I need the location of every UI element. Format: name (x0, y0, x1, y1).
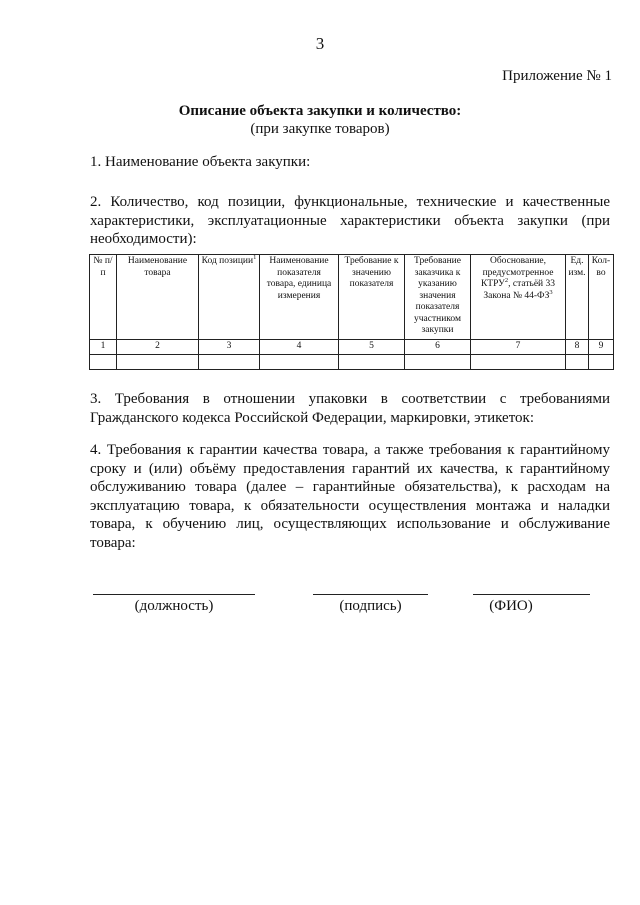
section-2-heading: 2. Количество, код позиции, функциональные, технические и качественные характеристики, эксплуатационные характеристики объекта закупки (при необходимости): (90, 194, 610, 247)
appendix-label: Приложение № 1 (502, 68, 612, 84)
table-cell (405, 354, 471, 369)
table-cell: 3 (199, 340, 260, 355)
table-header-row (90, 255, 614, 340)
name-label: (ФИО) (489, 598, 533, 614)
table-cell (199, 354, 260, 369)
table-cell: 9 (589, 340, 614, 355)
table-cell (566, 354, 589, 369)
procurement-spec-table (89, 254, 614, 370)
document-title: Описание объекта закупки и количество: (178, 103, 462, 119)
table-cell (339, 354, 405, 369)
column-header: № п/п (90, 255, 117, 340)
table-cell: 1 (90, 340, 117, 355)
position-label: (должность) (134, 598, 214, 614)
table-cell (117, 354, 199, 369)
table-cell (90, 354, 117, 369)
signature-label: (подпись) (339, 598, 402, 614)
section-4-heading: 4. Требования к гарантии качества товара, а также требования к гарантийному сроку и (или) объёму предоставления гарантий их качества, к гарантийному обслуживанию товара (далее – гарантийные обязательства), к расходам на эксплуатацию товара, к обязательности осуществления монтажа и наладки товара, к обучению лиц, осуществляющих использование и обслуживание товара: (90, 442, 610, 551)
column-header: Ед. изм. (566, 255, 589, 340)
table-row (90, 354, 614, 369)
page-number: 3 (315, 34, 325, 53)
signature-line (313, 594, 428, 595)
column-header: Обоснование, предусмотренное КТРУ$^2$, статьёй 33 Закона № $44-ФЗ^3$ (471, 255, 566, 340)
table-cell: 6 (405, 340, 471, 355)
table-cell (471, 354, 566, 369)
column-header: Требование к значению показателя (339, 255, 405, 340)
section-3-heading: 3. Требования в отношении упаковки в соответствии с требованиями Гражданского кодекса Российской Федерации, маркировки, этикеток: (90, 391, 610, 426)
column-header: Наименование показателя товара, единица измерения (260, 255, 339, 340)
column-header: Код позиции$^1$ (199, 255, 260, 340)
position-signature-line (93, 594, 255, 595)
column-header: Наименование товара (117, 255, 199, 340)
document-subtitle: (при закупке товаров) (250, 121, 390, 137)
table-cell (589, 354, 614, 369)
table-cell: 4 (260, 340, 339, 355)
table-cell: 5 (339, 340, 405, 355)
column-header: Требование заказчика к указанию значения показателя участником закупки (405, 255, 471, 340)
table-cell (260, 354, 339, 369)
table-cell: 2 (117, 340, 199, 355)
section-1-heading: 1. Наименование объекта закупки: (90, 154, 311, 170)
table-number-row (90, 340, 614, 355)
table-cell: 7 (471, 340, 566, 355)
column-header: Кол-во (589, 255, 614, 340)
table-cell: 8 (566, 340, 589, 355)
name-signature-line (473, 594, 590, 595)
